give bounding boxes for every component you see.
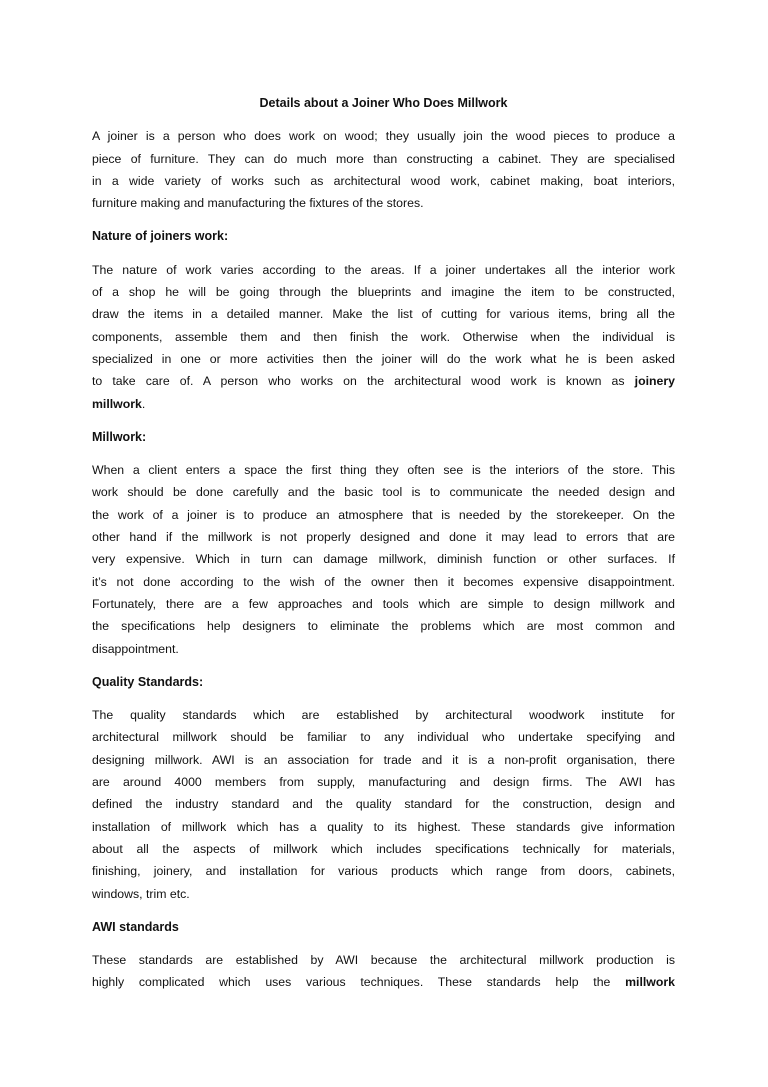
- bold-term: millwork: [625, 975, 675, 990]
- line-text: windows, trim etc.: [92, 886, 190, 901]
- text-line: [92, 860, 675, 882]
- line-text: components, assemble them and then finish the work. Otherwise when the individual is: [92, 329, 675, 344]
- text-line: [92, 638, 675, 660]
- line-text: the specifications help designers to eliminate the problems which are most common and: [92, 619, 675, 634]
- line-text: defined the industry standard and the quality standard for the construction, design and: [92, 797, 675, 812]
- document-page: [92, 92, 675, 1005]
- line-text: designing millwork. AWI is an association for trade and it is a non-profit organisation, there: [92, 752, 675, 767]
- line-text: furniture making and manufacturing the fixtures of the stores.: [92, 196, 424, 211]
- line-text: .: [141, 396, 146, 411]
- text-line: [92, 504, 675, 526]
- line-text: very expensive. Which in turn can damage millwork, diminish function or other surfaces. If: [92, 552, 675, 567]
- line-text: to take care of. A person who works on the architectural wood work is known as: [92, 374, 635, 389]
- line-text: are around 4000 members from supply, manufacturing and design firms. The AWI has: [92, 775, 675, 790]
- line-text: installation of millwork which has a quality to its highest. These standards give information: [92, 819, 675, 834]
- line-text: When a client enters a space the first thing they often see is the interiors of the store. This: [92, 463, 675, 478]
- text-line: [92, 148, 675, 170]
- document-title: Details about a Joiner Who Does Millwork: [259, 96, 508, 110]
- document-body: [92, 125, 675, 993]
- section-heading: Nature of joiners work:: [92, 229, 229, 244]
- text-line: [92, 393, 675, 415]
- text-line: [92, 571, 675, 593]
- line-text: the work of a joiner is to produce an atmosphere that is needed by the storekeeper. On the: [92, 507, 675, 522]
- text-line: [92, 303, 675, 325]
- line-text: highly complicated which uses various techniques. These standards help the: [92, 975, 626, 990]
- section-heading: Quality Standards:: [92, 674, 204, 689]
- text-line: [92, 526, 675, 548]
- line-text: of a shop he will be going through the blueprints and imagine the item to be constructed,: [92, 285, 675, 300]
- text-line: [92, 704, 675, 726]
- text-line: [92, 259, 675, 281]
- line-text: it’s not done according to the wish of the owner then it becomes expensive disappointment.: [92, 574, 675, 589]
- text-line: [92, 883, 675, 905]
- paragraph: [92, 259, 675, 415]
- line-text: in a wide variety of works such as architectural wood work, cabinet making, boat interiors,: [92, 173, 675, 188]
- paragraph: [92, 125, 675, 214]
- text-line: [92, 816, 675, 838]
- line-text: other hand if the millwork is not properly designed and done it may lead to errors that are: [92, 530, 675, 545]
- text-line: [92, 192, 675, 214]
- section-heading: Millwork:: [92, 429, 147, 444]
- text-line: [92, 125, 675, 147]
- text-line: [92, 771, 675, 793]
- paragraph: [92, 949, 675, 994]
- line-text: A joiner is a person who does work on wood; they usually join the wood pieces to produce a: [92, 129, 675, 144]
- text-line: [92, 281, 675, 303]
- text-line: [92, 949, 675, 971]
- line-text: about all the aspects of millwork which includes specifications technically for materials,: [92, 841, 675, 856]
- text-line: [92, 481, 675, 503]
- line-text: Fortunately, there are a few approaches and tools which are simple to design millwork and: [92, 596, 675, 611]
- text-line: [92, 170, 675, 192]
- text-line: [92, 793, 675, 815]
- text-line: [92, 749, 675, 771]
- text-line: [92, 971, 675, 993]
- text-line: [92, 838, 675, 860]
- line-text: finishing, joinery, and installation for various products which range from doors, cabinets,: [92, 864, 675, 879]
- line-text: The quality standards which are established by architectural woodwork institute for: [92, 708, 675, 723]
- text-line: [92, 593, 675, 615]
- text-line: [92, 370, 675, 392]
- bold-term: millwork: [92, 396, 142, 411]
- text-line: [92, 459, 675, 481]
- paragraph: [92, 459, 675, 660]
- line-text: work should be done carefully and the basic tool is to communicate the needed design and: [92, 485, 675, 500]
- paragraph: [92, 704, 675, 905]
- line-text: The nature of work varies according to the areas. If a joiner undertakes all the interior work: [92, 262, 675, 277]
- line-text: piece of furniture. They can do much more than constructing a cabinet. They are specialised: [92, 151, 675, 166]
- text-line: [92, 326, 675, 348]
- text-line: [92, 548, 675, 570]
- line-text: These standards are established by AWI because the architectural millwork production is: [92, 953, 675, 968]
- line-text: draw the items in a detailed manner. Make the list of cutting for various items, bring all the: [92, 307, 675, 322]
- line-text: architectural millwork should be familiar to any individual who undertake specifying and: [92, 730, 675, 745]
- text-line: [92, 348, 675, 370]
- text-line: [92, 726, 675, 748]
- bold-term: joinery: [634, 374, 675, 389]
- line-text: disappointment.: [92, 641, 179, 656]
- section-heading: AWI standards: [92, 919, 179, 934]
- line-text: specialized in one or more activities then the joiner will do the work what he is been asked: [92, 351, 675, 366]
- text-line: [92, 615, 675, 637]
